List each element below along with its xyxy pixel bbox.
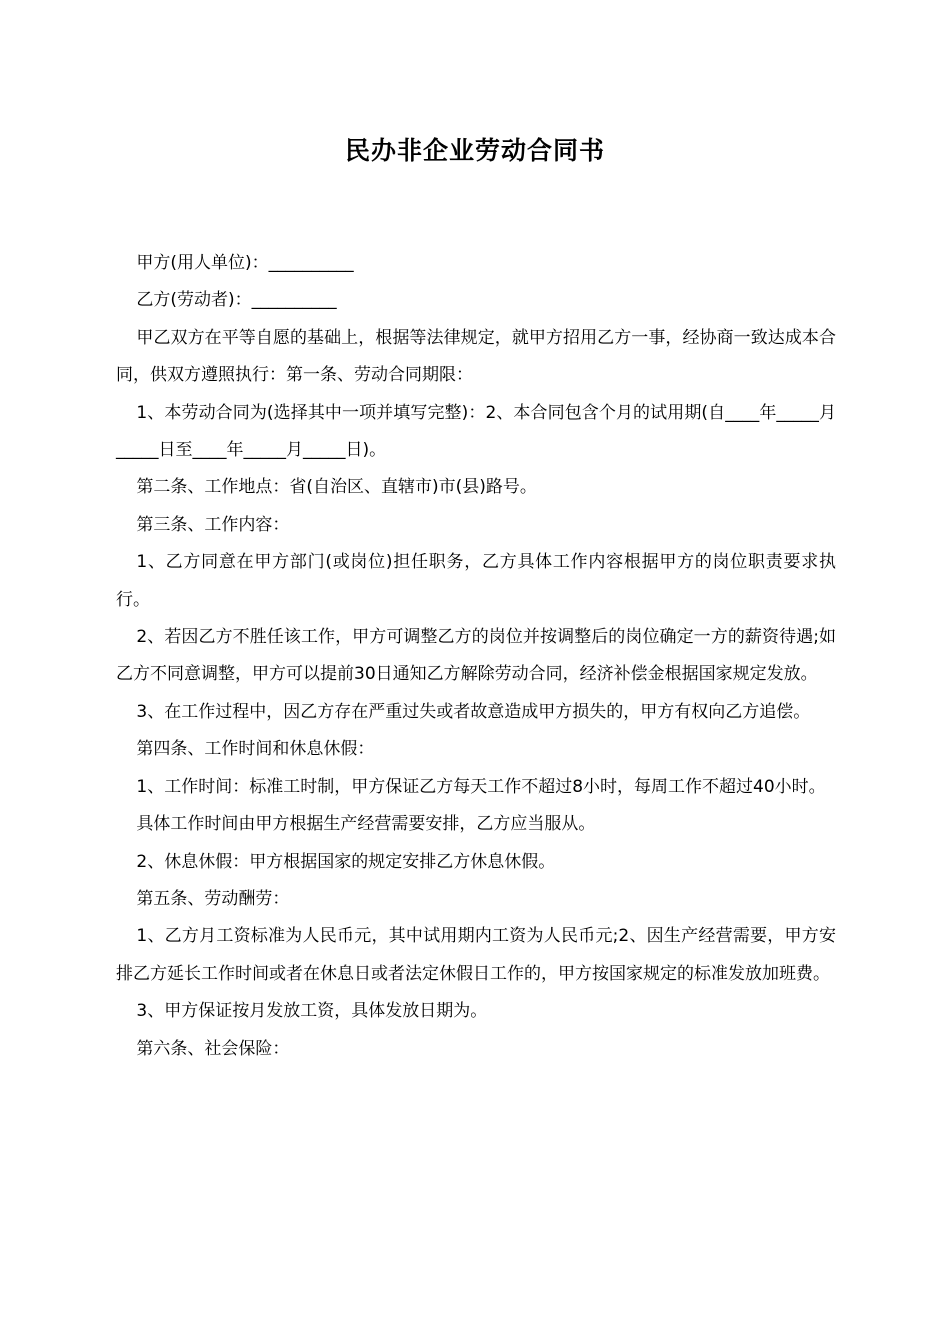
article-3-item-3: 3、在工作过程中，因乙方存在严重过失或者故意造成甲方损失的，甲方有权向乙方追偿。 [136,701,811,722]
article-4-note: 具体工作时间由甲方根据生产经营需要安排，乙方应当服从。 [136,814,596,835]
document-title: 民办非企业劳动合同书 [344,136,605,165]
article-3-item-1: 1、乙方同意在甲方部门(或岗位)担任职务，乙方具体工作内容根据甲方的岗位职责要求执行。 [116,552,836,610]
article-4-heading: 第四条、工作时间和休息休假： [136,739,375,760]
article-4-item-1: 1、工作时间：标准工时制，甲方保证乙方每天工作不超过8小时，每周工作不超过40小时。 [136,776,826,797]
article-5-heading: 第五条、劳动酬劳： [136,888,290,909]
preamble-paragraph: 甲乙双方在平等自愿的基础上，根据等法律规定，就甲方招用乙方一事，经协商一致达成本合同，供双方遵照执行：第一条、劳动合同期限： [116,327,836,386]
article-6-heading: 第六条、社会保险： [136,1038,290,1059]
party-a-line: 甲方(用人单位)：__________ [136,253,354,273]
document-body [116,245,836,1068]
article-2-workplace: 第二条、工作地点：省(自治区、直辖市)市(县)路号。 [136,477,537,498]
article-3-item-2: 2、若因乙方不胜任该工作，甲方可调整乙方的岗位并按调整后的岗位确定一方的薪资待遇;如乙方不同意调整，甲方可以提前30日通知乙方解除劳动合同，经济补偿金根据国家规定发放。 [116,627,836,685]
article-3-heading: 第三条、工作内容： [136,514,290,535]
article-4-item-2: 2、休息休假：甲方根据国家的规定安排乙方休息休假。 [136,851,556,872]
article-5-item-3: 3、甲方保证按月发放工资，具体发放日期为。 [136,1001,488,1022]
party-b-line: 乙方(劳动者)：__________ [136,290,337,311]
contract-term-paragraph: 1、本劳动合同为(选择其中一项并填写完整)：2、本合同包含个月的试用期(自____年_____月_____日至____年_____月_____日)。 [116,402,836,461]
article-5-item-1: 1、乙方月工资标准为人民币元，其中试用期内工资为人民币元;2、因生产经营需要，甲方安排乙方延长工作时间或者在休息日或者法定休假日工作的，甲方按国家规定的标准发放加班费。 [116,926,836,984]
